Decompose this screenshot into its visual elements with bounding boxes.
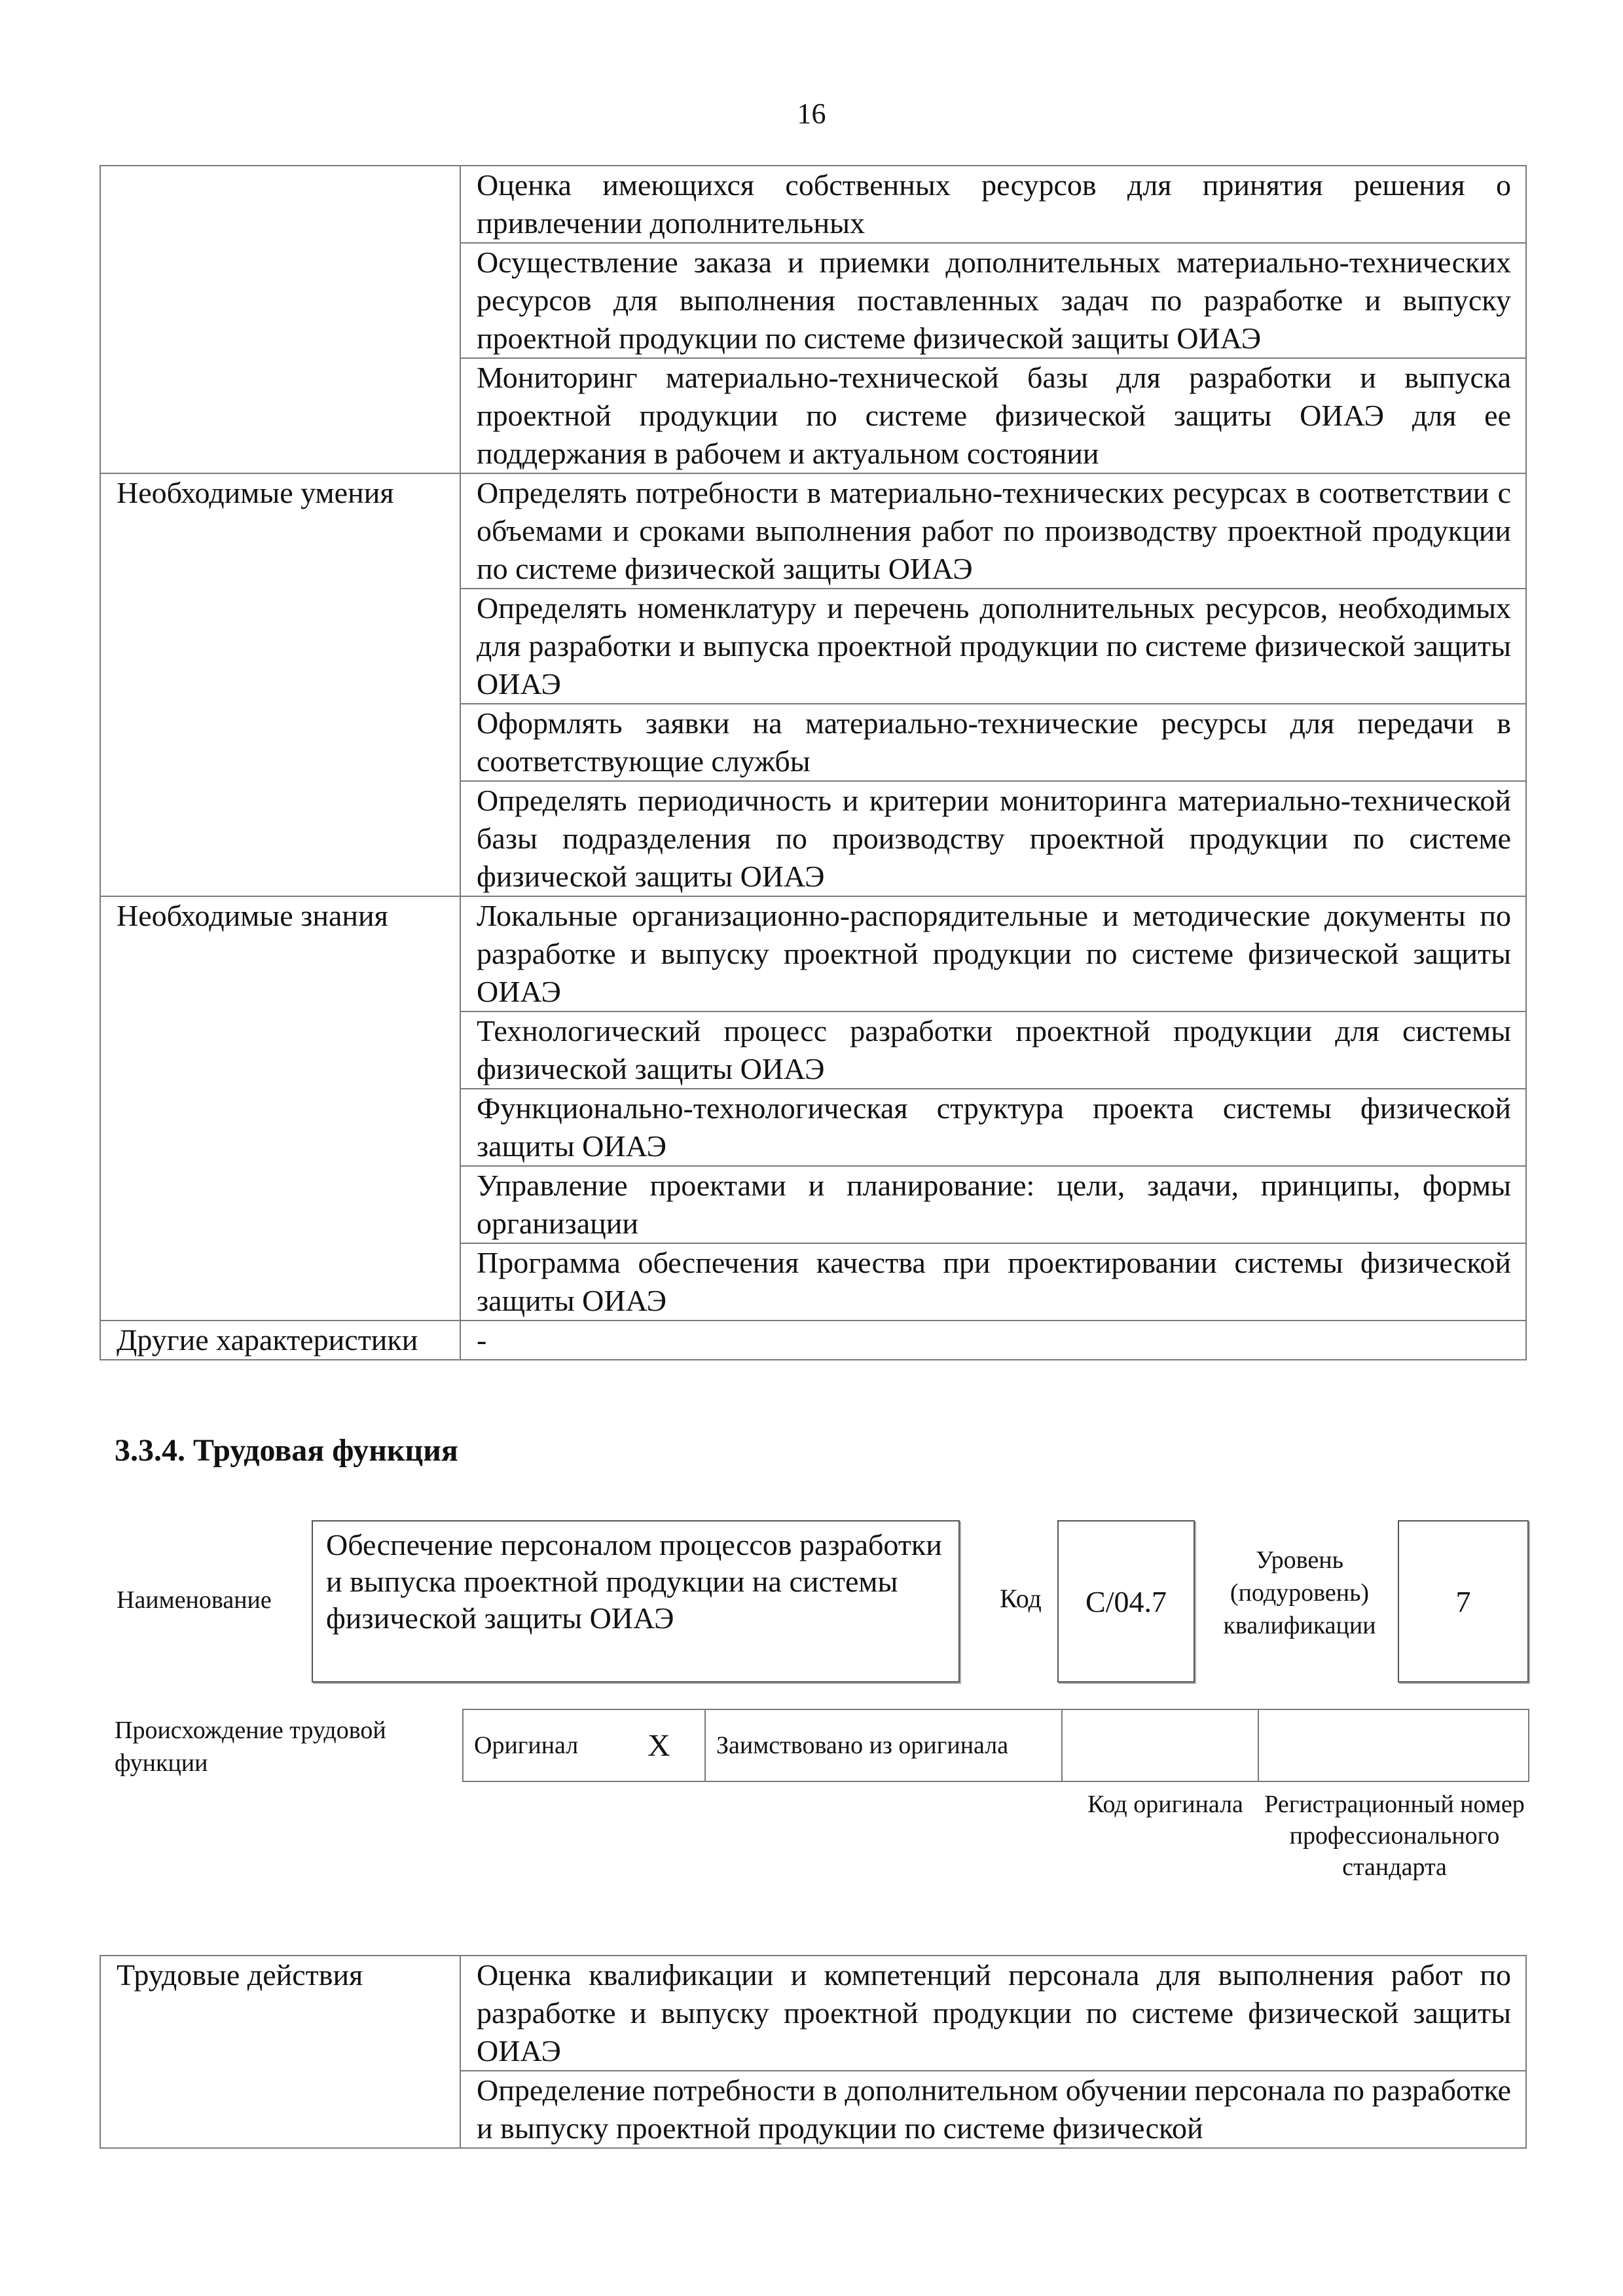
row-text: Оценка квалификации и компетенций персонала для выполнения работ по разработке и выпуску проектной продукции по системе физической защиты ОИАЭ: [460, 1956, 1526, 2071]
row-label-skills: Необходимые умения: [100, 473, 460, 896]
page-number: 16: [797, 98, 826, 130]
section-heading: 3.3.4. Трудовая функция: [115, 1433, 458, 1468]
row-label: [100, 166, 460, 473]
row-text: Управление проектами и планирование: цели, задачи, принципы, формы организации: [460, 1166, 1526, 1243]
table-row: [100, 473, 1526, 589]
row-text: Оценка имеющихся собственных ресурсов для принятия решения о привлечении дополнительных: [460, 166, 1526, 243]
origin-borrowed: Заимствовано из оригинала: [705, 1709, 1062, 1781]
table-row: [100, 166, 1526, 243]
level-value-box: [1398, 1520, 1529, 1683]
row-text: Программа обеспечения качества при проектировании системы физической защиты ОИАЭ: [460, 1243, 1526, 1321]
code-value-box: [1057, 1520, 1195, 1683]
origin-reg-caption: Регистрационный номер профессионального стандарта: [1264, 1791, 1525, 1881]
origin-code-caption: Код оригинала: [1087, 1791, 1243, 1818]
table-row: [100, 896, 1526, 1011]
name-value: Обеспечение персоналом процессов разработки и выпуска проектной продукции на системы физической защиты ОИАЭ: [326, 1528, 942, 1635]
row-label-actions: Трудовые действия: [100, 1956, 460, 2148]
origin-table: [462, 1709, 1529, 1782]
row-label-other: Другие характеристики: [100, 1321, 460, 1360]
name-value-box: [312, 1520, 960, 1683]
code-label: Код: [1000, 1584, 1042, 1613]
upper-table: [100, 165, 1527, 1360]
row-text: Определять потребности в материально-технических ресурсах в соответствии с объемами и сроками выполнения работ по производству проектной продукции по системе физической защиты ОИАЭ: [460, 473, 1526, 589]
row-text: Технологический процесс разработки проектной продукции для системы физической защиты ОИАЭ: [460, 1011, 1526, 1089]
origin-original: Оригинал: [463, 1709, 613, 1781]
code-value: С/04.7: [1085, 1585, 1167, 1618]
origin-mark: X: [613, 1709, 705, 1781]
level-value: 7: [1455, 1585, 1471, 1618]
row-label-knowledge: Необходимые знания: [100, 896, 460, 1321]
origin-code-cell: [1062, 1709, 1258, 1781]
row-text: Оформлять заявки на материально-технические ресурсы для передачи в соответствующие службы: [460, 704, 1526, 781]
row-text: Функционально-технологическая структура проекта системы физической защиты ОИАЭ: [460, 1089, 1526, 1166]
row-text: Локальные организационно-распорядительные и методические документы по разработке и выпуску проектной продукции по системе физической защиты ОИАЭ: [460, 896, 1526, 1011]
row-text: Определение потребности в дополнительном обучении персонала по разработке и выпуску проектной продукции по системе физической: [460, 2071, 1526, 2148]
table-row: [100, 1321, 1526, 1360]
table-row: [100, 1956, 1526, 2071]
row-text: Осуществление заказа и приемки дополнительных материально-технических ресурсов для выполнения поставленных задач по разработке и выпуску проектной продукции по системе физической защиты ОИАЭ: [460, 243, 1526, 358]
row-text: Определять номенклатуру и перечень дополнительных ресурсов, необходимых для разработки и выпуска проектной продукции по системе физической защиты ОИАЭ: [460, 589, 1526, 704]
name-label: Наименование: [117, 1586, 272, 1614]
row-text: Мониторинг материально-технической базы для разработки и выпуска проектной продукции по системе физической защиты ОИАЭ для ее поддержания в рабочем и актуальном состоянии: [460, 358, 1526, 473]
origin-reg-cell: [1258, 1709, 1529, 1781]
row-text: -: [460, 1321, 1526, 1360]
lower-table: [100, 1955, 1527, 2149]
origin-label: Происхождение трудовой функции: [115, 1717, 386, 1777]
level-label: Уровень (подуровень) квалификации: [1223, 1546, 1376, 1639]
row-text: Определять периодичность и критерии мониторинга материально-технической базы подразделения по производству проектной продукции по системе физической защиты ОИАЭ: [460, 781, 1526, 896]
